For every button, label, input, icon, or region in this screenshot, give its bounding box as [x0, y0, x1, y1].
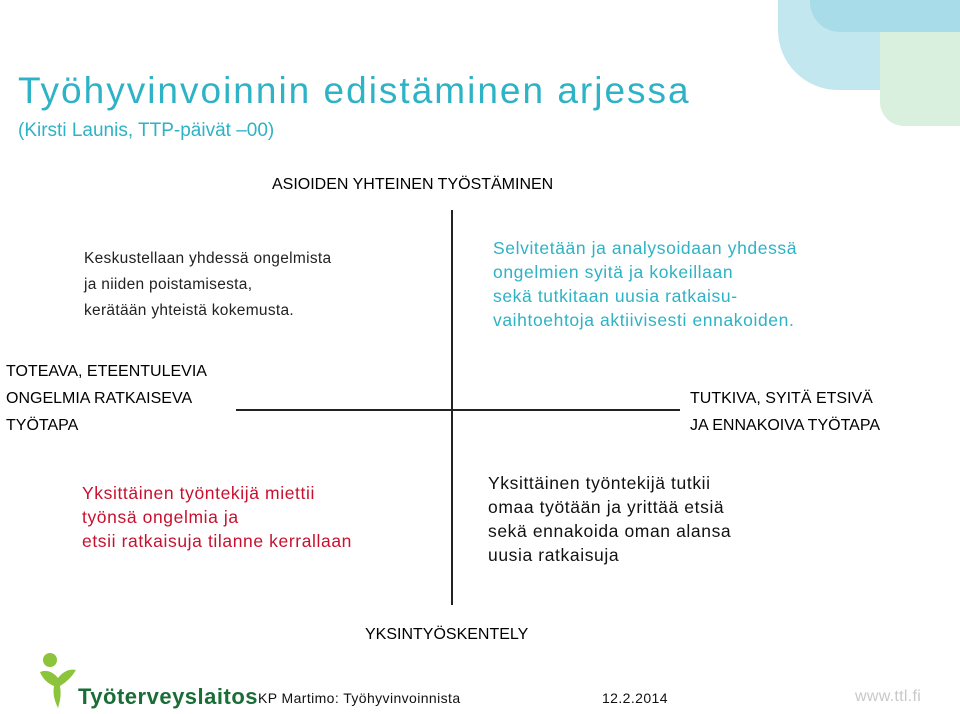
quadrant-bottom-left: [82, 481, 352, 553]
horizontal-axis-line: [236, 409, 680, 411]
footer-url[interactable]: www.ttl.fi: [855, 688, 922, 705]
vertical-axis-line: [451, 210, 453, 605]
quadrant-line: Keskustellaan yhdessä ongelmista: [84, 250, 332, 267]
slide-title: Työhyvinvoinnin edistäminen arjessa: [18, 70, 691, 111]
quadrant-line: sekä ennakoida oman alansa: [488, 521, 732, 541]
axis-bottom-label: YKSINTYÖSKENTELY: [365, 626, 529, 643]
footer-author: KP Martimo: Työhyvinvoinnista: [258, 690, 461, 706]
quadrant-bottom-right: [488, 471, 731, 567]
quadrant-line: omaa työtään ja yrittää etsiä: [488, 497, 725, 517]
axis-top-label: ASIOIDEN YHTEINEN TYÖSTÄMINEN: [272, 176, 554, 193]
ttl-logo-icon: [36, 650, 80, 710]
quadrant-line: sekä tutkitaan uusia ratkaisu-: [493, 286, 738, 306]
quadrant-top-left: [84, 246, 331, 324]
quadrant-line: Yksittäinen työntekijä miettii: [82, 483, 315, 503]
quadrant-line: työnsä ongelmia ja: [82, 507, 239, 527]
quadrant-top-right: [493, 236, 797, 332]
footer-date: 12.2.2014: [602, 690, 668, 706]
quadrant-line: vaihtoehtoja aktiivisesti ennakoiden.: [493, 310, 795, 330]
logo-text: Työterveyslaitos: [78, 684, 259, 709]
quadrant-line: Selvitetään ja analysoidaan yhdessä: [493, 238, 798, 258]
axis-left-label: TOTEAVA, ETEENTULEVIA ONGELMIA RATKAISEVA TYÖTAPA: [6, 363, 207, 434]
axis-right-label: TUTKIVA, SYITÄ ETSIVÄ JA ENNAKOIVA TYÖTAPA: [690, 390, 880, 434]
quadrant-line: ongelmien syitä ja kokeillaan: [493, 262, 734, 282]
quadrant-line: Yksittäinen työntekijä tutkii: [488, 473, 711, 493]
quadrant-line: kerätään yhteistä kokemusta.: [84, 302, 295, 319]
quadrant-line: etsii ratkaisuja tilanne kerrallaan: [82, 531, 353, 551]
quadrant-line: ja niiden poistamisesta,: [84, 276, 253, 293]
corner-decoration-dark: [810, 0, 960, 32]
slide-subtitle: (Kirsti Launis, TTP-päivät –00): [18, 120, 275, 141]
quadrant-line: uusia ratkaisuja: [488, 545, 620, 565]
